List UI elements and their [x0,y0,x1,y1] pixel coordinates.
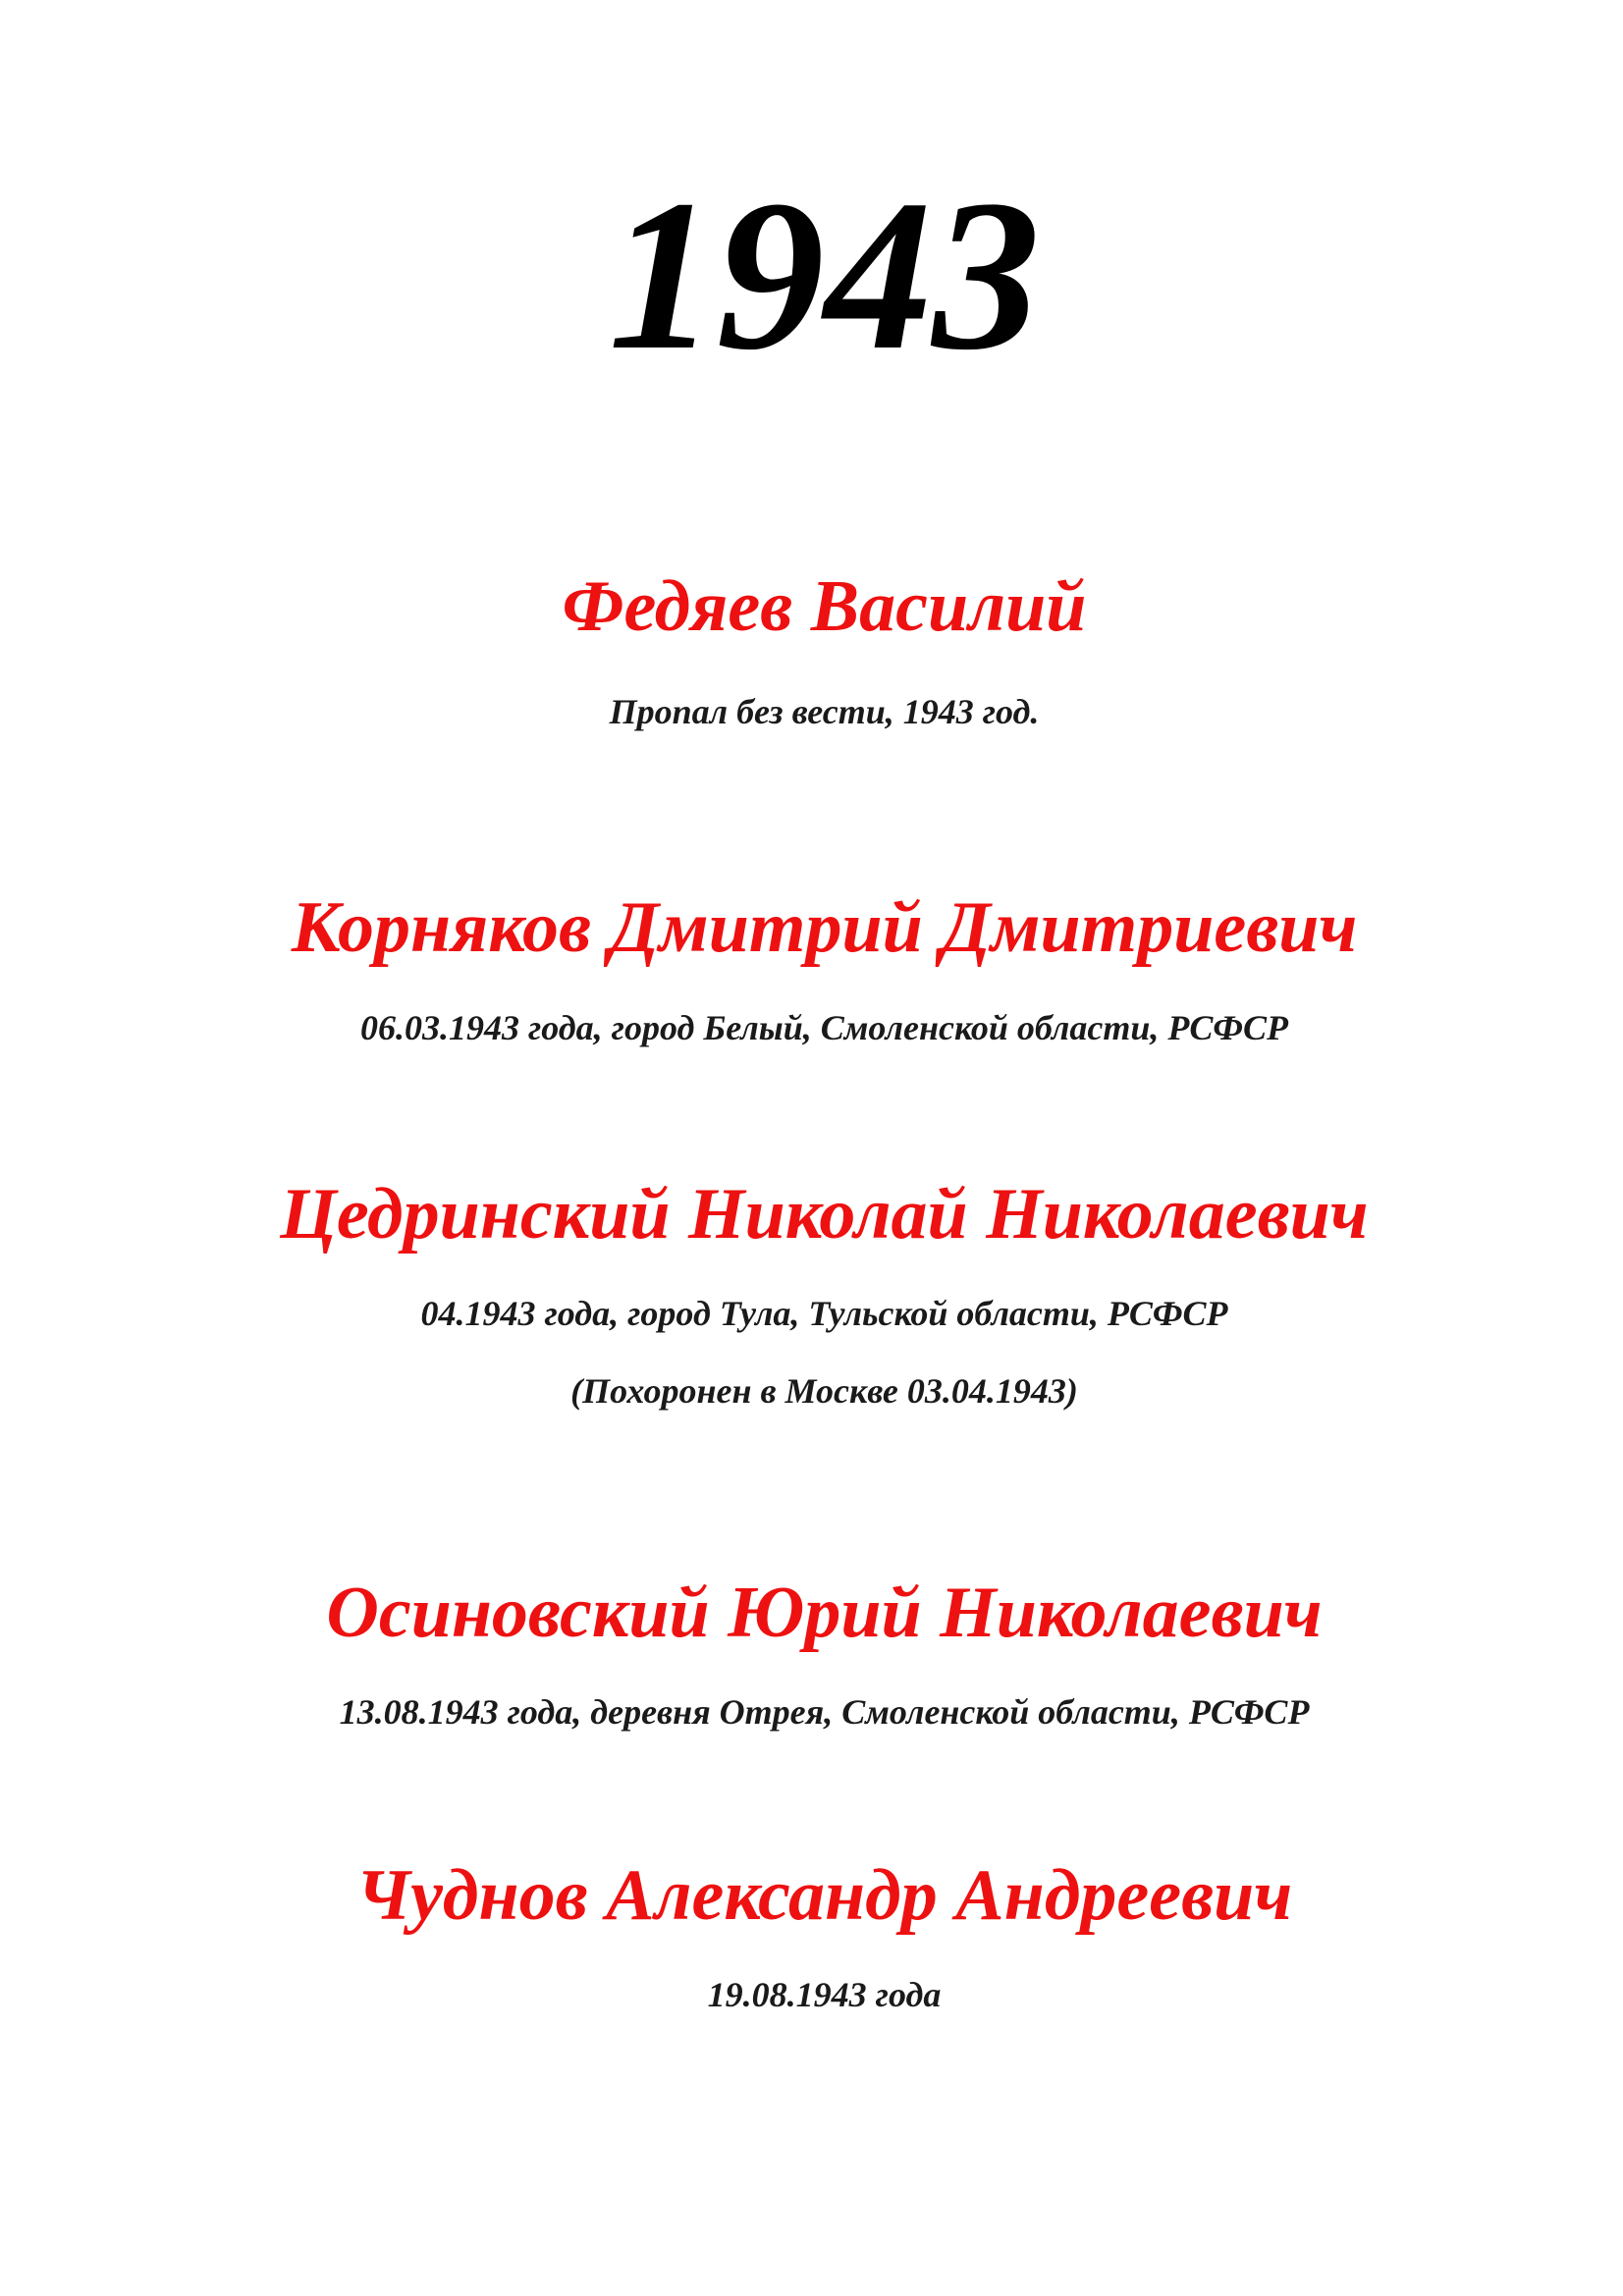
page-year-title: 1943 [608,155,1041,395]
entry-3-name: Цедринский Николай Николаевич [280,1174,1369,1255]
entry-4-detail: 13.08.1943 года, деревня Отрея, Смоленской области, РСФСР [339,1692,1310,1732]
entry-2-detail: 06.03.1943 года, город Белый, Смоленской области, РСФСР [359,1008,1289,1047]
entry-1-name: Федяев Василий [562,566,1087,647]
entry-5-detail: 19.08.1943 года [707,1975,942,2014]
entry-5-name: Чуднов Александр Андреевич [355,1855,1293,1936]
entry-3-note: (Похоронен в Москве 03.04.1943) [570,1371,1078,1411]
entry-4-name: Осиновский Юрий Николаевич [326,1573,1323,1653]
entry-3-detail: 04.1943 года, город Тула, Тульской области, РСФСР [420,1294,1228,1333]
entry-1-detail: Пропал без вести, 1943 год. [609,692,1040,731]
entry-2-name: Корняков Дмитрий Дмитриевич [291,887,1358,968]
